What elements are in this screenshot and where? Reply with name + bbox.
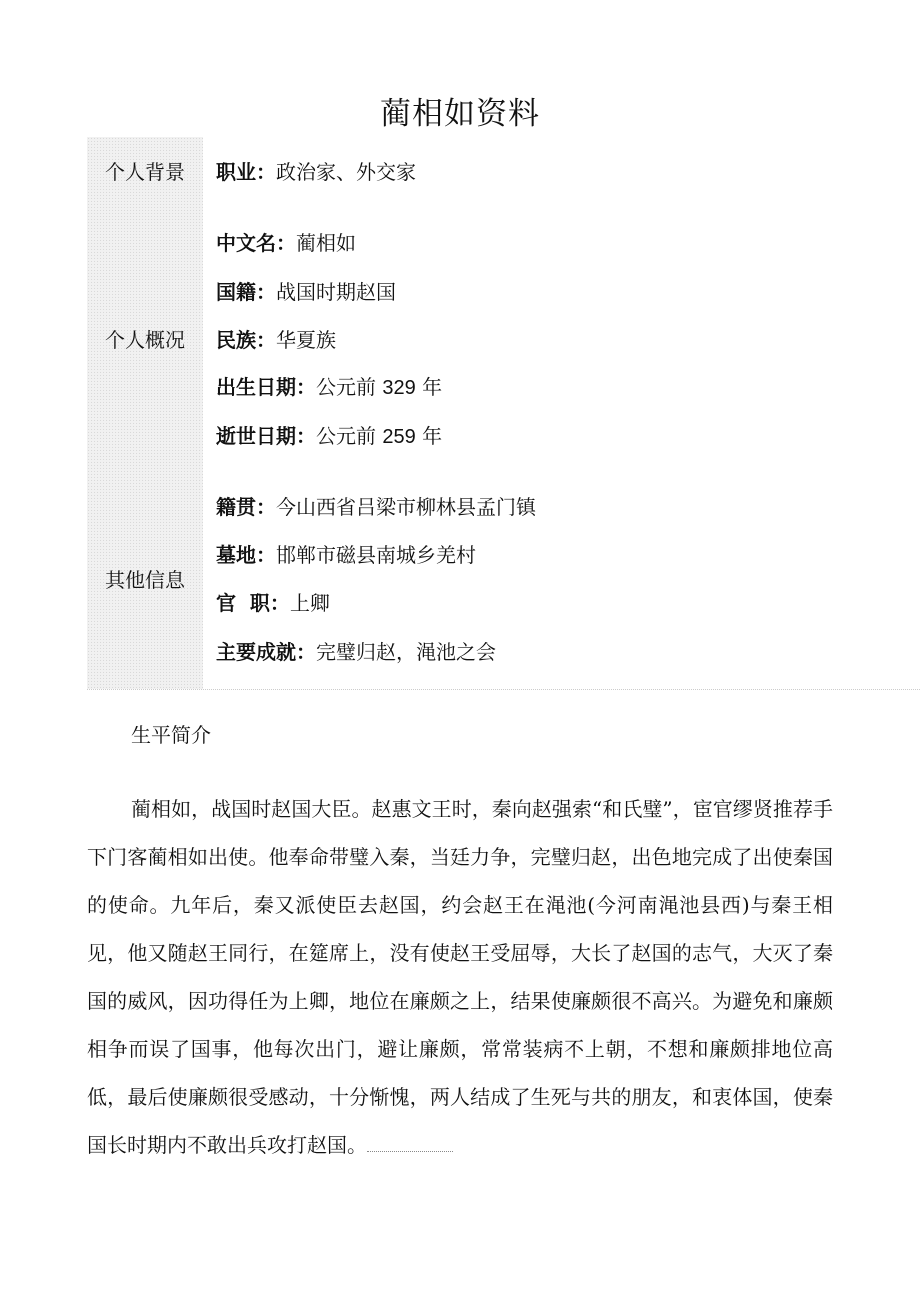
field-ethnicity (216, 326, 336, 354)
field-occupation (216, 158, 416, 186)
field-value-suffix: 年 (415, 424, 443, 448)
field-key: 墓地： (216, 543, 276, 567)
field-value: 战国时期赵国 (276, 280, 396, 304)
field-key: 籍贯： (216, 495, 276, 519)
field-key: 逝世日期： (216, 424, 316, 448)
field-hometown (216, 493, 536, 521)
paragraph-end-mark (367, 1133, 453, 1152)
field-value: 今山西省吕梁市柳林县孟门镇 (276, 495, 536, 519)
field-key: 出生日期： (216, 375, 316, 399)
field-value: 华夏族 (276, 328, 336, 352)
field-value: 公元前 (316, 424, 383, 448)
field-key: 中文名： (216, 231, 296, 255)
info-table (87, 137, 920, 690)
field-value: 完璧归赵，渑池之会 (316, 640, 496, 664)
field-value: 政治家、外交家 (276, 160, 416, 184)
field-nationality (216, 278, 396, 306)
field-value-suffix: 年 (415, 375, 443, 399)
birth-year: 329 (382, 377, 416, 399)
field-key: 职业： (216, 160, 276, 184)
field-value: 上卿 (289, 591, 330, 615)
field-office (216, 589, 330, 617)
field-value: 邯郸市磁县南城乡羌村 (276, 543, 476, 567)
bio-heading: 生平简介 (131, 723, 211, 747)
field-achievement (216, 638, 496, 666)
label-background: 个人背景 (105, 160, 185, 184)
field-key: 主要成就： (216, 640, 316, 664)
field-key: 官 职： (216, 591, 290, 615)
death-year: 259 (382, 426, 416, 448)
field-death-date (216, 422, 442, 451)
label-overview: 个人概况 (105, 328, 185, 352)
label-other: 其他信息 (105, 568, 185, 592)
field-birth-date (216, 373, 442, 402)
field-key: 国籍： (216, 280, 276, 304)
field-key: 民族： (216, 328, 276, 352)
field-tomb (216, 541, 476, 569)
field-chinese-name (216, 229, 356, 257)
bio-paragraph (87, 785, 833, 1169)
field-value: 公元前 (316, 375, 383, 399)
field-value: 蔺相如 (296, 231, 356, 255)
label-column (87, 137, 203, 689)
bio-text: 蔺相如，战国时赵国大臣。赵惠文王时，秦向赵强索“和氏璧”，宦官缪贤推荐手下门客蔺相如出使。他奉命带璧入秦，当廷力争，完璧归赵，出色地完成了出使秦国的使命。九年后，秦又派使臣去赵国，约会赵王在渑池(今河南渑池县西)与秦王相见，他又随赵王同行，在筵席上，没有使赵王受屈辱，大长了赵国的志气，大灭了秦国的威风，因功得任为上卿，地位在廉颇之上，结果使廉颇很不高兴。为避免和廉颇相争而误了国事，他每次出门，避让廉颇，常常装病不上朝，不想和廉颇排地位高低，最后使廉颇很受感动，十分惭愧，两人结成了生死与共的朋友，和衷体国，使秦国长时期内不敢出兵攻打赵国。 (87, 797, 833, 1157)
page-title: 蔺相如资料 (380, 96, 540, 132)
